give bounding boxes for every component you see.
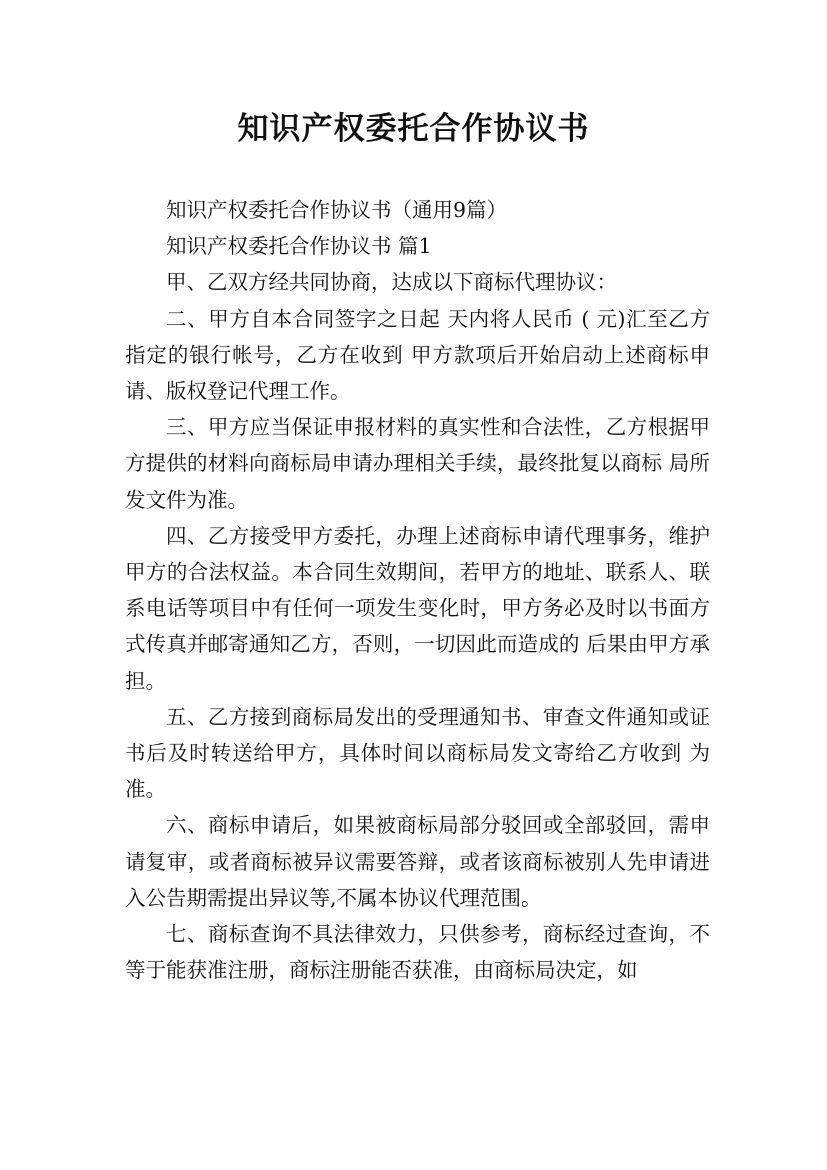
paragraph-clause-7: 七、商标查询不具法律效力，只供参考，商标经过查询，不等于能获准注册，商标注册能否获准，由商标局决定，如	[125, 922, 710, 983]
document-body	[125, 192, 710, 988]
paragraph-intro: 甲、乙双方经共同协商，达成以下商标代理协议：	[166, 270, 617, 295]
paragraph-clause-5: 五、乙方接到商标局发出的受理通知书、审查文件通知或证书后及时转送给甲方，具体时间以商标局发文寄给乙方收到 为准。	[125, 704, 710, 802]
document-title: 知识产权委托合作协议书	[237, 111, 590, 147]
paragraph-clause-2: 二、甲方自本合同签字之日起 天内将人民币 ( 元)汇至乙方指定的银行帐号，乙方在收到 甲方款项后开始启动上述商标申请、版权登记代理工作。	[125, 306, 710, 404]
paragraph-clause-6: 六、商标申请后，如果被商标局部分驳回或全部驳回，需申请复审，或者商标被异议需要答辩，或者该商标被别人先申请进入公告期需提出异议等,不属本协议代理范围。	[125, 813, 710, 910]
paragraph-clause-3: 三、甲方应当保证申报材料的真实性和合法性，乙方根据甲方提供的材料向商标局申请办理相关手续，最终批复以商标 局所发文件为准。	[125, 415, 710, 512]
paragraph-section-heading: 知识产权委托合作协议书 篇1	[166, 234, 432, 259]
paragraph-clause-4: 四、乙方接受甲方委托，办理上述商标申请代理事务，维护甲方的合法权益。本合同生效期间，若甲方的地址、联系人、联系电话等项目中有任何一项发生变化时，甲方务必及时以书面方式传真并邮寄通知乙方，否则，一切因此而造成的 后果由甲方承担。	[125, 523, 710, 693]
paragraph-subtitle: 知识产权委托合作协议书（通用9篇）	[166, 198, 508, 222]
